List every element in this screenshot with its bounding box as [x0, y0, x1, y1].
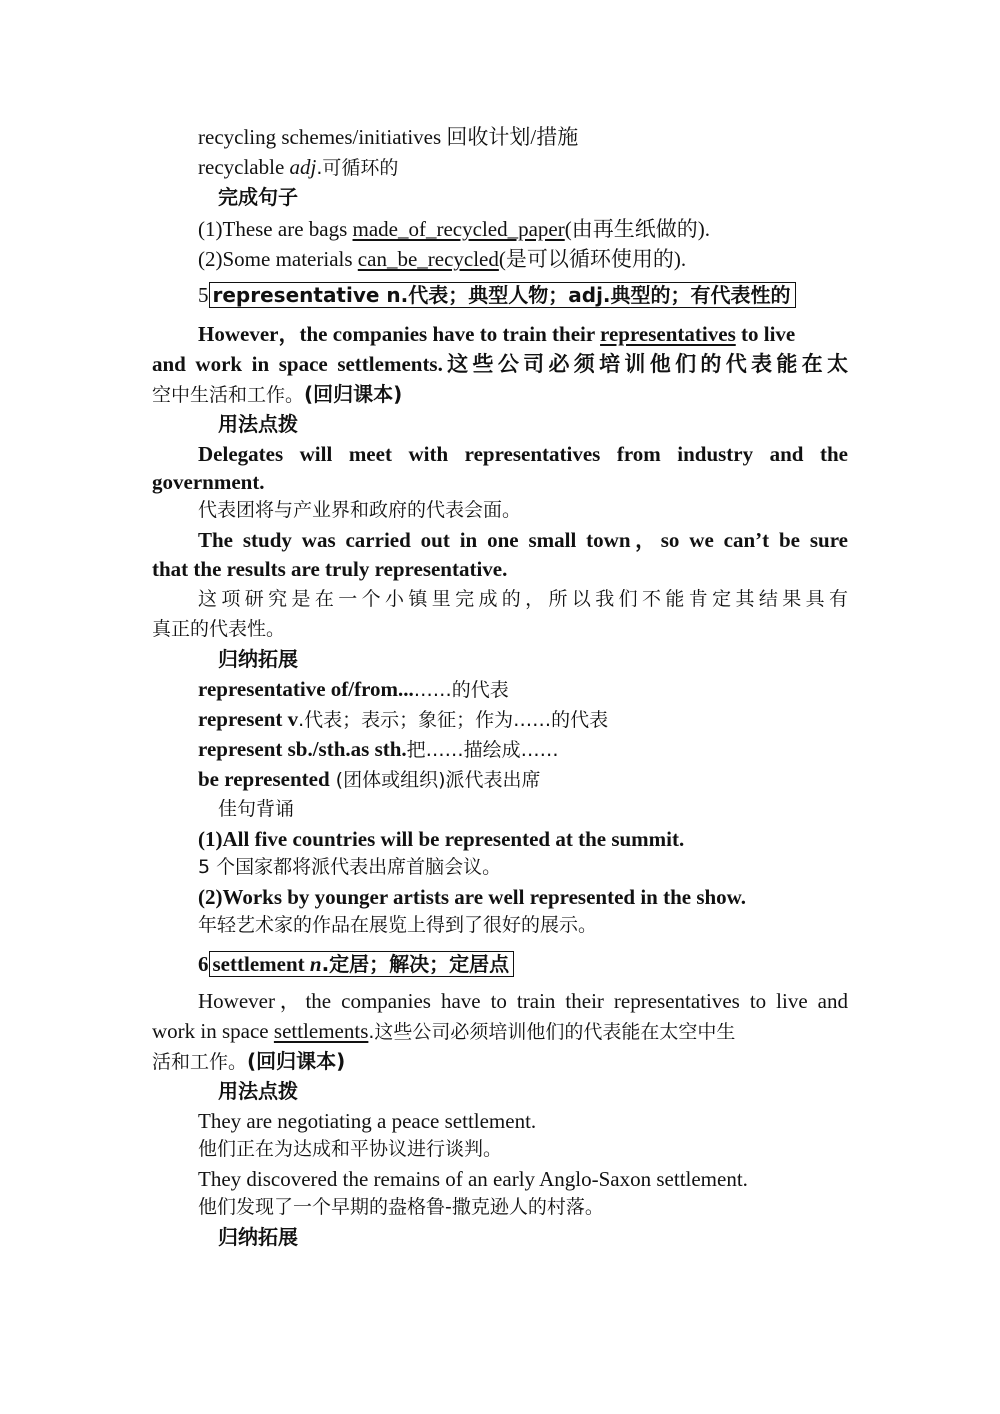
entry-box: representative n.代表；典型人物；adj.典型的；有代表性的 [209, 282, 796, 308]
section-heading: 用法点拨 [218, 412, 298, 436]
text-line: They are negotiating a peace settlement. [198, 1109, 537, 1133]
section-heading: 完成句子 [218, 185, 298, 209]
exercise-sentence: (1)These are bags made_of_recycled_paper(由再生纸做的). [198, 217, 710, 241]
text-line: represent sb./sth.as sth.把……描绘成…… [198, 737, 559, 761]
text-line: 代表团将与产业界和政府的代表会面。 [198, 499, 522, 521]
section-heading: 归纳拓展 [218, 647, 298, 671]
entry-heading: 5 representative n.代表；典型人物；adj.典型的；有代表性的 [198, 282, 796, 308]
text-line: be represented (团体或组织)派代表出席 [198, 767, 541, 791]
text-line: 他们发现了一个早期的盎格鲁-撒克逊人的村落。 [198, 1196, 604, 1218]
text-line: 他们正在为达成和平协议进行谈判。 [198, 1138, 503, 1160]
text-line: However，the companies have to train their representatives to live [198, 322, 796, 346]
text-line: (1)All five countries will be represented at the summit. [198, 827, 685, 851]
text-line: that the results are truly representative. [152, 557, 508, 581]
text-line: 5 个国家都将派代表出席首脑会议。 [198, 856, 502, 878]
text-line: recycling schemes/initiatives 回收计划/措施 [198, 125, 579, 149]
text-line: 这项研究是在一个小镇里完成的，所以我们不能肯定其结果具有 [198, 588, 848, 610]
text-line: work in space settlements.这些公司必须培训他们的代表能在太空中生 [152, 1019, 736, 1043]
text-line: recyclable adj.可循环的 [198, 155, 399, 179]
entry-box: settlement n.定居；解决；定居点 [209, 951, 515, 977]
section-heading: 佳句背诵 [218, 798, 295, 820]
text-line: They discovered the remains of an early Anglo-Saxon settlement. [198, 1167, 748, 1191]
text-line: 活和工作。(回归课本) [152, 1049, 346, 1073]
section-heading: 归纳拓展 [218, 1225, 298, 1249]
text-line: (2)Works by younger artists are well represented in the show. [198, 885, 746, 909]
text-line: representative of/from...……的代表 [198, 677, 509, 701]
text-line: and work in space settlements.这些公司必须培训他们的代表能在太 [152, 352, 848, 376]
section-heading: 用法点拨 [218, 1079, 298, 1103]
entry-heading: 6 settlement n.定居；解决；定居点 [198, 951, 514, 977]
text-line: However，the companies have to train their representatives to live and [198, 989, 848, 1013]
text-line: Delegates will meet with representatives from industry and the [198, 442, 848, 466]
text-line: The study was carried out in one small town，so we can’t be sure [198, 528, 848, 552]
text-line: represent v.代表；表示；象征；作为……的代表 [198, 707, 609, 731]
text-line: 真正的代表性。 [152, 618, 286, 640]
answer-blank: made_of_recycled_paper [352, 217, 565, 241]
text-line: government. [152, 470, 265, 494]
answer-blank: can_be_recycled [357, 247, 499, 271]
text-line: 年轻艺术家的作品在展览上得到了很好的展示。 [198, 914, 598, 936]
exercise-sentence: (2)Some materials can_be_recycled(是可以循环使用的). [198, 247, 687, 271]
text-line: 空中生活和工作。(回归课本) [152, 382, 403, 406]
